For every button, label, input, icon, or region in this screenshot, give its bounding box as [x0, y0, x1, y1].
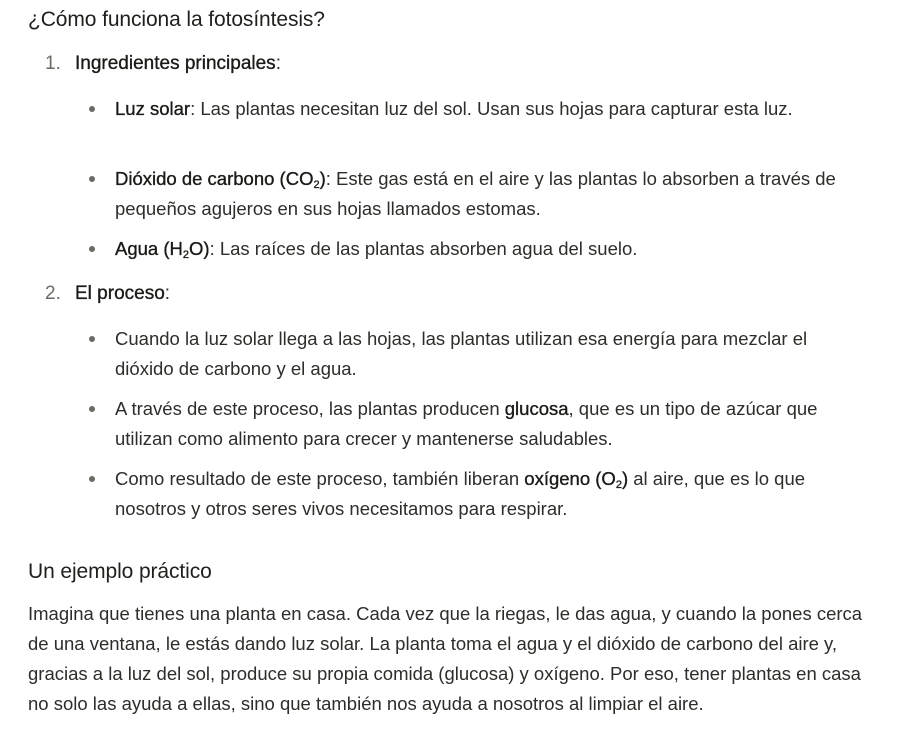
bullet-bold: Luz solar [115, 98, 191, 119]
bullet-bold-pre: oxígeno (O [524, 468, 616, 489]
bullet-text [115, 164, 869, 224]
section-label [75, 279, 170, 309]
bullet-text [115, 94, 869, 124]
bullet-dot [89, 336, 95, 342]
bullet-text [115, 394, 869, 454]
bullet-luz-hojas [89, 324, 869, 384]
bullet-agua [89, 234, 869, 264]
subscript: 2 [615, 479, 622, 491]
bullet-rest: : Las plantas necesitan luz del sol. Usan sus hojas para capturar esta luz. [190, 98, 793, 119]
section-label [75, 49, 281, 79]
bullet-rest: : Las raíces de las plantas absorben agua del suelo. [209, 238, 638, 259]
bullet-dot [89, 106, 95, 112]
bullet-text [115, 234, 869, 264]
section-label-text: Ingredientes principales [75, 53, 276, 74]
bullet-bold-pre: Dióxido de carbono (CO [115, 168, 314, 189]
page-title: ¿Cómo funciona la fotosíntesis? [28, 8, 325, 31]
list-number: 1. [45, 53, 61, 74]
bullet-post: , que es un tipo de azúcar que utilizan como alimento para crecer y mantenerse saludables. [115, 398, 818, 449]
example-paragraph: Imagina que tienes una planta en casa. Cada vez que la riegas, le das agua, y cuando la pones cerca de una ventana, le estás dando luz solar. La planta toma el agua y el dióxido de carbono del aire y, gracias a la luz del sol, produce su propia comida (glucosa) y oxígeno. Por eso, tener plantas en casa no solo las ayuda a ellas, sino que también nos ayuda a nosotros al limpiar el aire. [28, 603, 863, 714]
bullet-bold: glucosa [504, 398, 569, 419]
bullet-dot [89, 176, 95, 182]
bullet-dot [89, 406, 95, 412]
bullet-dot [89, 476, 95, 482]
section-label-text: El proceso [75, 283, 165, 304]
bullet-rest: : Este gas está en el aire y las plantas lo absorben a través de pequeños agujeros en sus hojas llamados estomas. [115, 168, 836, 219]
subscript: 2 [313, 179, 320, 191]
subscript: 2 [182, 249, 189, 261]
bullet-pre: Como resultado de este proceso, también liberan [115, 468, 525, 489]
bullet-bold-post: O) [189, 238, 210, 259]
bullet-bold-pre: Agua (H [115, 238, 183, 259]
bullet-text [115, 464, 869, 524]
bullet-oxigeno [89, 464, 869, 524]
bullet-glucosa [89, 394, 869, 454]
bullet-luz-solar [89, 94, 869, 124]
bullet-pre: A través de este proceso, las plantas producen [115, 398, 505, 419]
section-heading-example: Un ejemplo práctico [28, 560, 212, 583]
bullet-bold [524, 468, 628, 489]
bullet-bold [115, 168, 326, 189]
section-colon: : [164, 283, 171, 304]
bullet-dioxido [89, 164, 869, 224]
bullet-bold-post: ) [621, 468, 629, 489]
bullet-text: Cuando la luz solar llega a las hojas, las plantas utilizan esa energía para mezclar el dióxido de carbono y el agua. [115, 328, 808, 379]
bullet-bold [115, 238, 210, 259]
bullet-dot [89, 246, 95, 252]
bullet-bold-post: ) [319, 168, 326, 189]
bullet-post: al aire, que es lo que nosotros y otros seres vivos necesitamos para respirar. [115, 468, 806, 519]
section-colon: : [275, 53, 281, 74]
list-number: 2. [45, 283, 61, 304]
